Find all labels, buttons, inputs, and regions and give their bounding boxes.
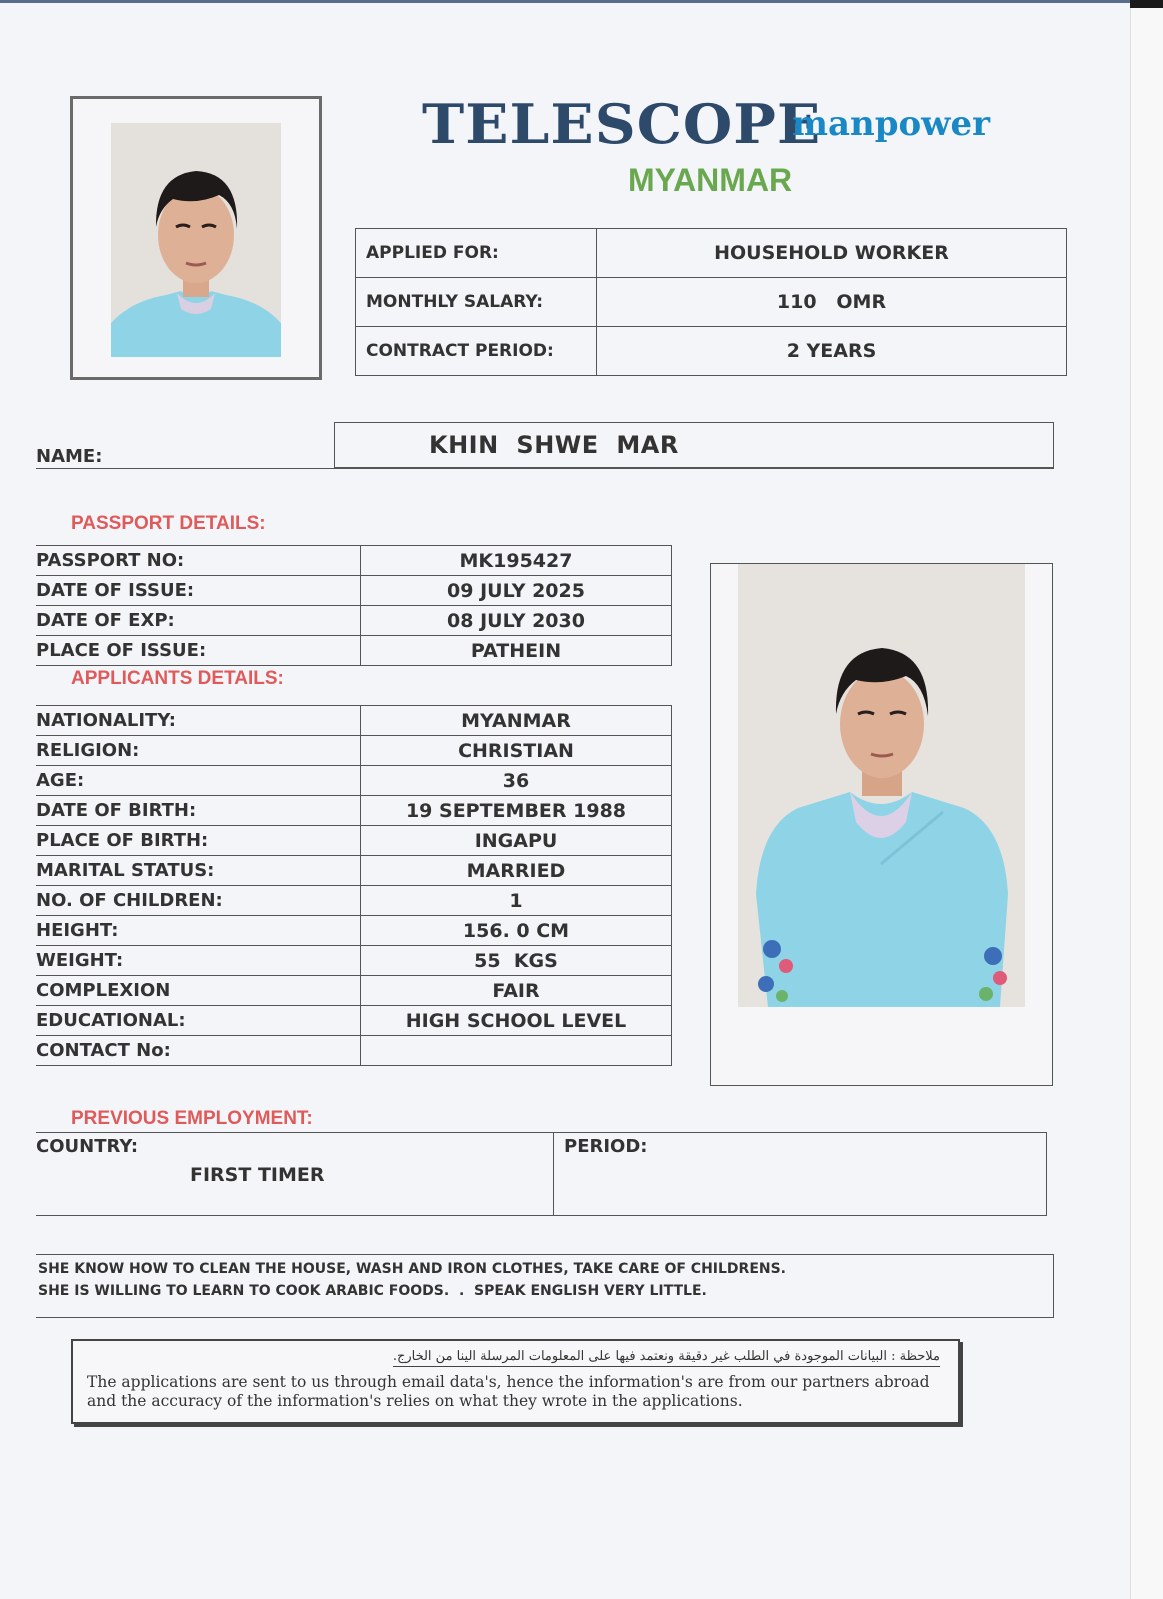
- applicant-table: [36, 705, 672, 1066]
- table-row: [36, 636, 672, 666]
- table-row: [36, 1006, 672, 1036]
- salary-value: 110 OMR: [597, 278, 1067, 327]
- detail-value: 09 JULY 2025: [361, 576, 672, 606]
- detail-value: CHRISTIAN: [361, 736, 672, 766]
- detail-value: MYANMAR: [361, 706, 672, 736]
- table-row: [36, 796, 672, 826]
- period-label: PERIOD:: [564, 1136, 648, 1157]
- country-value: FIRST TIMER: [190, 1164, 325, 1186]
- detail-label: CONTACT No:: [36, 1036, 361, 1066]
- detail-label: WEIGHT:: [36, 946, 361, 976]
- detail-label: HEIGHT:: [36, 916, 361, 946]
- disclaimer-arabic: ملاحظة : البيانات الموجودة في الطلب غير دقيقة ونعتمد فيها على المعلومات المرسلة الينا من الخارج.: [393, 1349, 940, 1367]
- table-row: [356, 327, 1067, 376]
- detail-value: FAIR: [361, 976, 672, 1006]
- detail-value: PATHEIN: [361, 636, 672, 666]
- passport-table: [36, 545, 672, 666]
- detail-label: EDUCATIONAL:: [36, 1006, 361, 1036]
- detail-label: NATIONALITY:: [36, 706, 361, 736]
- salary-label: MONTHLY SALARY:: [356, 278, 597, 327]
- table-row: [36, 1036, 672, 1066]
- detail-label: PASSPORT NO:: [36, 546, 361, 576]
- detail-label: DATE OF BIRTH:: [36, 796, 361, 826]
- disclaimer-english: The applications are sent to us through email data's, hence the information's are from our partners abroad and the accuracy of the information's relies on what they wrote in the applications.: [87, 1373, 930, 1410]
- country-label: COUNTRY:: [36, 1136, 139, 1157]
- detail-label: COMPLEXION: [36, 976, 361, 1006]
- brand-subtitle: manpower: [792, 104, 990, 144]
- divider: [36, 468, 1054, 469]
- detail-value: 1: [361, 886, 672, 916]
- page-right-edge: [1130, 0, 1163, 1599]
- table-row: [36, 826, 672, 856]
- brand-logo: TELESCOPE: [422, 92, 822, 156]
- detail-label: RELIGION:: [36, 736, 361, 766]
- applicant-photo-small: [111, 123, 281, 357]
- detail-label: PLACE OF BIRTH:: [36, 826, 361, 856]
- table-row: [36, 606, 672, 636]
- table-row: [36, 706, 672, 736]
- applicant-section-title: APPLICANTS DETAILS:: [71, 668, 284, 689]
- table-row: [36, 576, 672, 606]
- remarks-line: SHE KNOW HOW TO CLEAN THE HOUSE, WASH AND IRON CLOTHES, TAKE CARE OF CHILDRENS.: [38, 1261, 787, 1277]
- detail-value: 19 SEPTEMBER 1988: [361, 796, 672, 826]
- previous-employment-title: PREVIOUS EMPLOYMENT:: [71, 1108, 313, 1129]
- detail-value: MK195427: [361, 546, 672, 576]
- page-top-edge: [0, 0, 1130, 3]
- detail-value: 36: [361, 766, 672, 796]
- table-row: [36, 856, 672, 886]
- detail-value: 156. 0 CM: [361, 916, 672, 946]
- disclaimer-box: [71, 1339, 960, 1424]
- table-row: [36, 976, 672, 1006]
- applied-for-label: APPLIED FOR:: [356, 229, 597, 278]
- page-right-corner: [1130, 0, 1163, 8]
- table-row: [356, 229, 1067, 278]
- table-row: [36, 736, 672, 766]
- table-row: [36, 946, 672, 976]
- table-row: [36, 886, 672, 916]
- table-row: [36, 766, 672, 796]
- passport-section-title: PASSPORT DETAILS:: [71, 513, 266, 534]
- detail-label: NO. OF CHILDREN:: [36, 886, 361, 916]
- job-table: [355, 228, 1067, 376]
- remarks-line: SHE IS WILLING TO LEARN TO COOK ARABIC FOODS. . SPEAK ENGLISH VERY LITTLE.: [38, 1283, 707, 1299]
- country-heading: MYANMAR: [628, 162, 793, 198]
- name-row: [36, 422, 1054, 468]
- detail-label: DATE OF EXP:: [36, 606, 361, 636]
- name-label: NAME:: [36, 446, 103, 467]
- remarks-box: [36, 1254, 1054, 1318]
- detail-label: MARITAL STATUS:: [36, 856, 361, 886]
- contract-period-value: 2 YEARS: [597, 327, 1067, 376]
- detail-value: 55 KGS: [361, 946, 672, 976]
- table-row: [36, 916, 672, 946]
- detail-label: PLACE OF ISSUE:: [36, 636, 361, 666]
- detail-value: [361, 1036, 672, 1066]
- detail-value: INGAPU: [361, 826, 672, 856]
- previous-employment-box: [36, 1132, 1047, 1216]
- table-row: [36, 546, 672, 576]
- applicant-name: KHIN SHWE MAR: [429, 431, 679, 459]
- detail-value: 08 JULY 2030: [361, 606, 672, 636]
- applicant-photo-large: [738, 564, 1025, 1007]
- table-row: [356, 278, 1067, 327]
- detail-value: MARRIED: [361, 856, 672, 886]
- applied-for-value: HOUSEHOLD WORKER: [597, 229, 1067, 278]
- detail-value: HIGH SCHOOL LEVEL: [361, 1006, 672, 1036]
- name-box: [334, 422, 1054, 468]
- contract-period-label: CONTRACT PERIOD:: [356, 327, 597, 376]
- detail-label: AGE:: [36, 766, 361, 796]
- detail-label: DATE OF ISSUE:: [36, 576, 361, 606]
